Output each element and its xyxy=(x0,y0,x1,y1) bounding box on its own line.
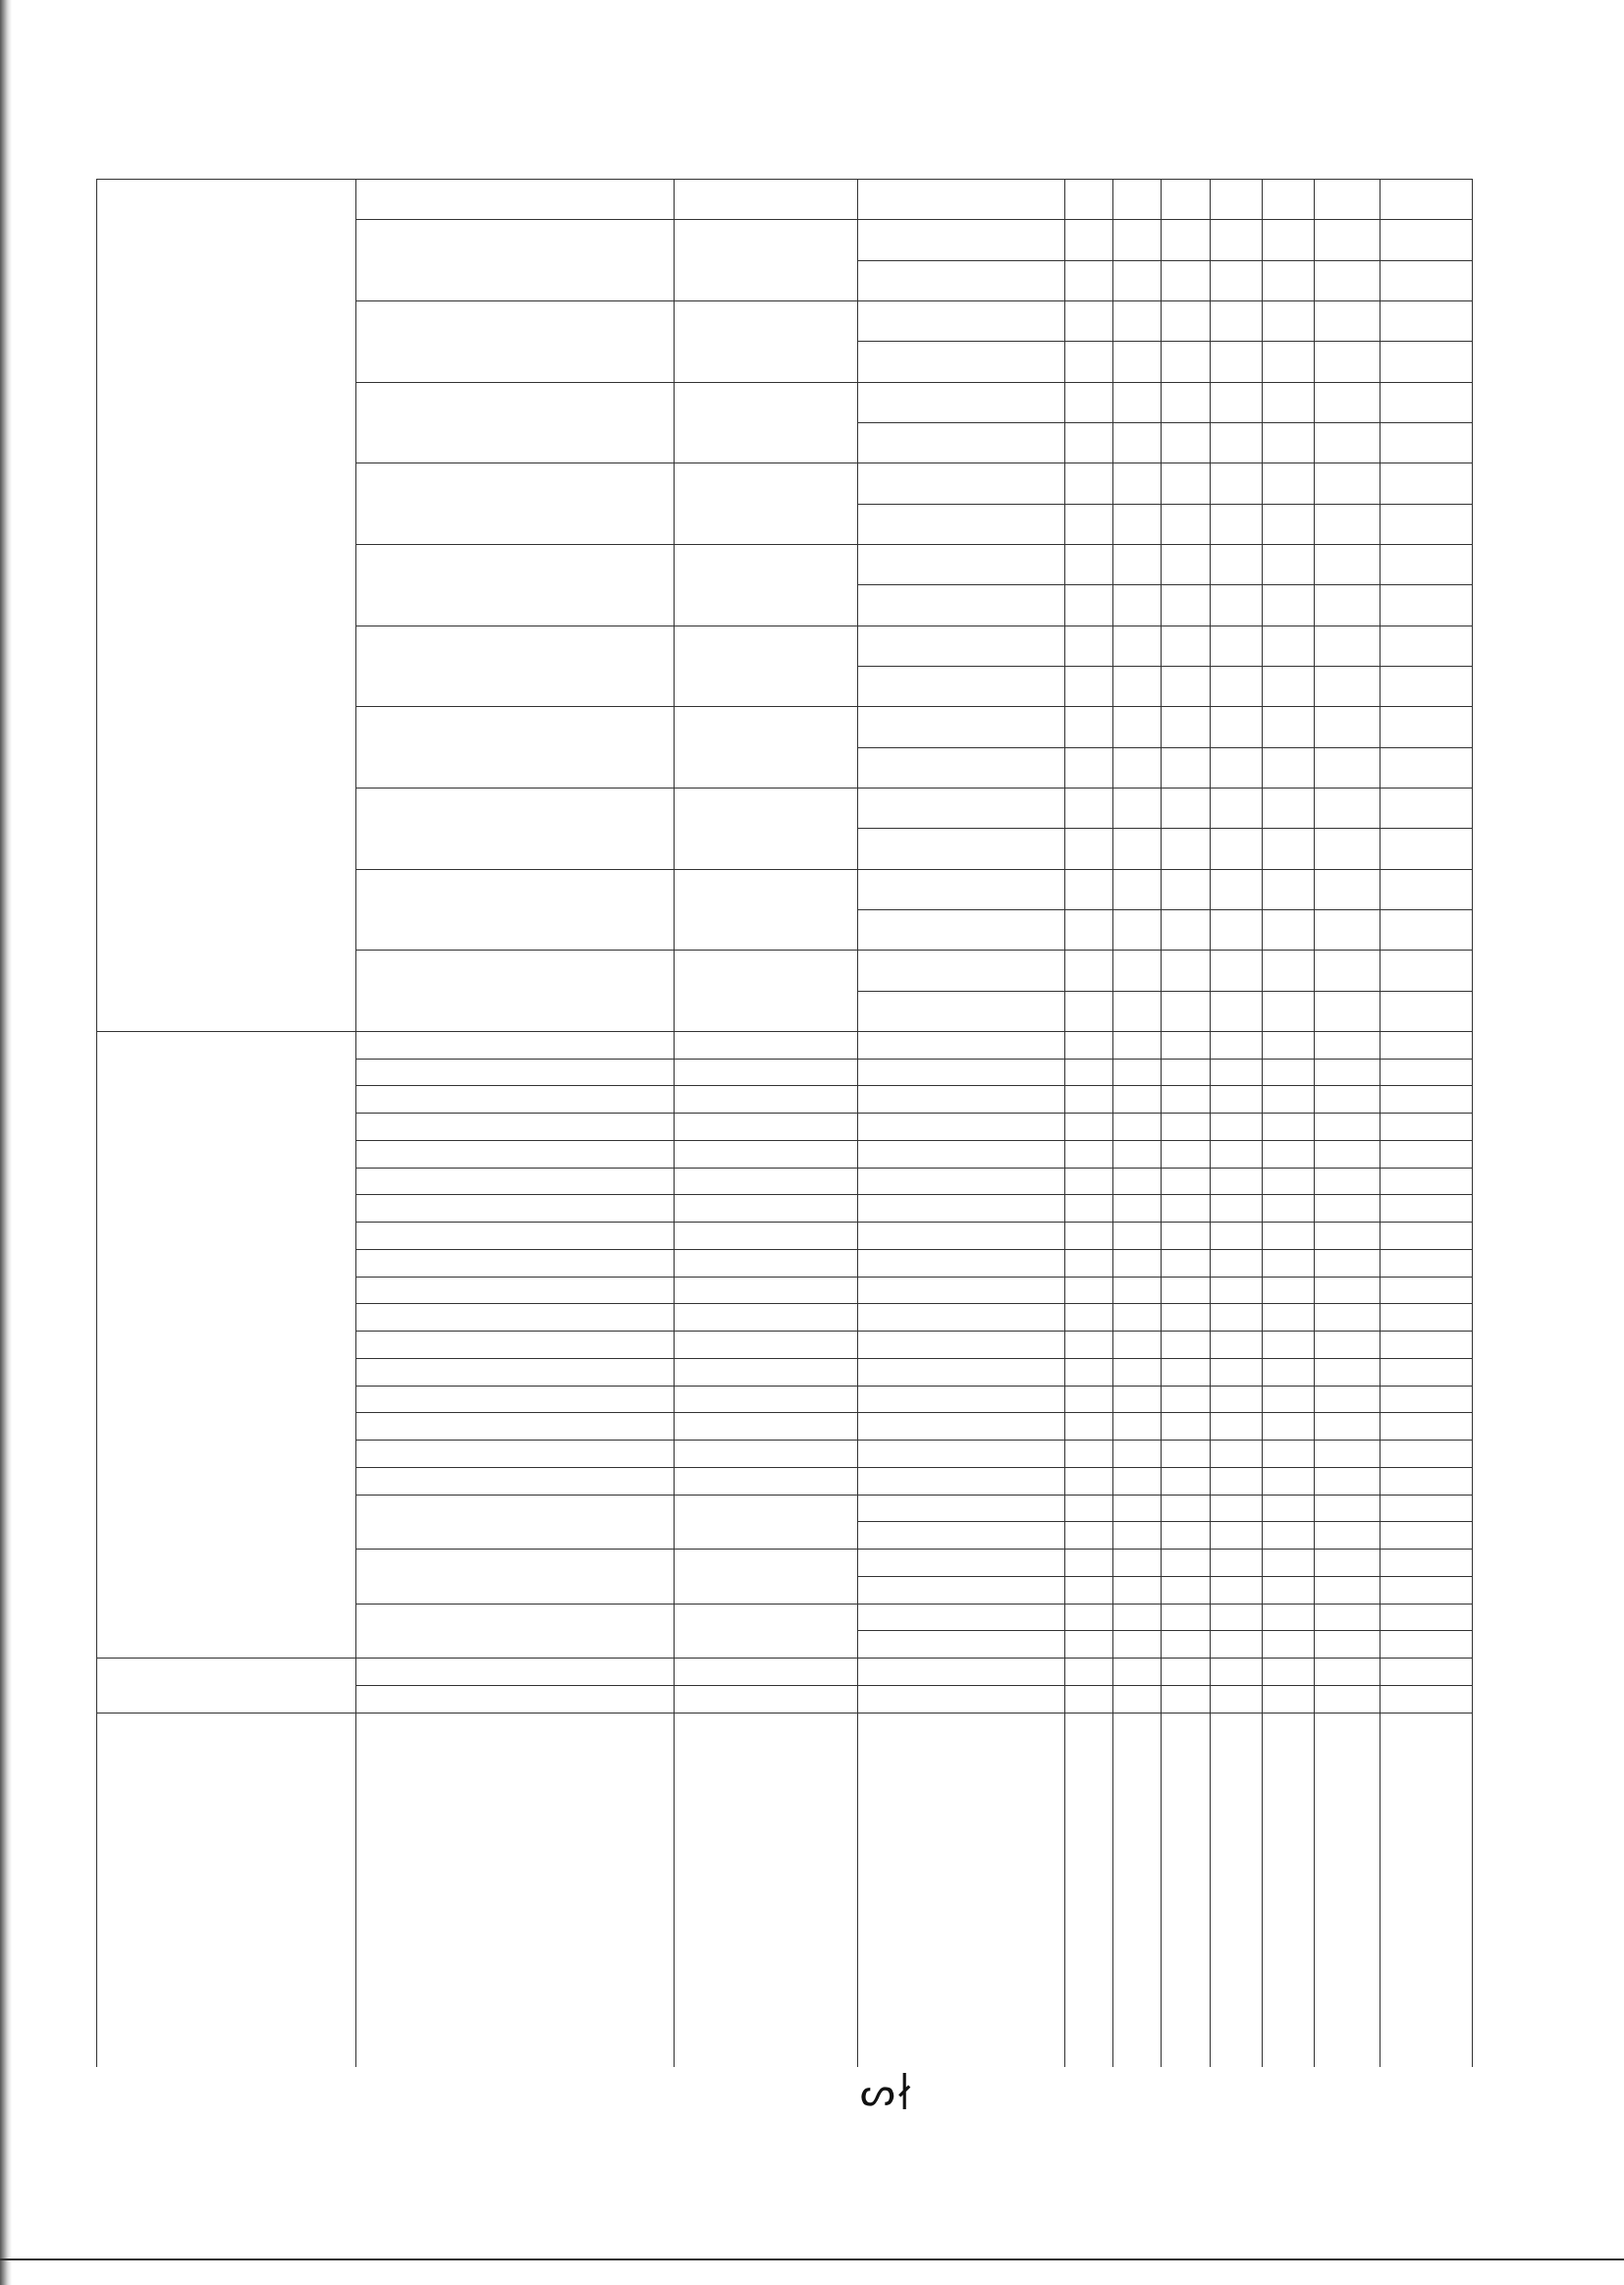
row-line xyxy=(857,1440,1472,1441)
row-line xyxy=(857,1713,1472,1714)
school-line xyxy=(355,300,857,301)
table-column-line xyxy=(96,179,97,2067)
row-line xyxy=(857,828,1472,829)
school-line xyxy=(355,706,857,707)
school-line xyxy=(355,382,857,383)
row-line xyxy=(857,1140,1472,1141)
row-line xyxy=(857,544,1472,545)
school-line xyxy=(355,1386,857,1387)
row-line xyxy=(857,869,1472,870)
row-line xyxy=(857,1249,1472,1250)
school-line xyxy=(355,950,857,951)
row-line xyxy=(857,1604,1472,1605)
row-line xyxy=(857,422,1472,423)
row-line xyxy=(857,666,1472,667)
row-line xyxy=(857,300,1472,301)
school-line xyxy=(355,462,857,463)
row-line xyxy=(857,1521,1472,1522)
row-line xyxy=(857,1113,1472,1114)
school-line xyxy=(355,1031,857,1032)
table-top-line xyxy=(96,179,1472,180)
school-line xyxy=(355,219,857,220)
row-line xyxy=(857,260,1472,261)
row-line xyxy=(857,382,1472,383)
row-line xyxy=(857,341,1472,342)
school-line xyxy=(355,544,857,545)
school-line xyxy=(355,1358,857,1359)
row-line xyxy=(857,1685,1472,1686)
school-line xyxy=(355,1168,857,1169)
row-line xyxy=(857,1194,1472,1195)
row-line xyxy=(857,909,1472,910)
row-line xyxy=(857,1495,1472,1496)
table-column-line xyxy=(1472,179,1473,2067)
page-bottom-edge xyxy=(0,2258,1624,2260)
row-line xyxy=(857,1549,1472,1550)
school-line xyxy=(355,1085,857,1086)
row-line xyxy=(857,1386,1472,1387)
school-line xyxy=(355,1222,857,1223)
row-line xyxy=(857,1031,1472,1032)
school-line xyxy=(355,1658,857,1659)
school-line xyxy=(355,1412,857,1413)
district-line xyxy=(96,1031,355,1032)
row-line xyxy=(857,219,1472,220)
school-line xyxy=(355,1685,857,1686)
row-line xyxy=(857,991,1472,992)
row-line xyxy=(857,1467,1472,1468)
row-line xyxy=(857,1168,1472,1169)
row-line xyxy=(857,1303,1472,1304)
row-line xyxy=(857,706,1472,707)
row-line xyxy=(857,1576,1472,1577)
row-line xyxy=(857,1059,1472,1060)
school-line xyxy=(355,1303,857,1304)
school-line xyxy=(355,1495,857,1496)
school-line xyxy=(355,1194,857,1195)
initials-mark: ᔕ∤ xyxy=(860,2070,914,2115)
row-line xyxy=(857,1412,1472,1413)
school-line xyxy=(355,1713,857,1714)
row-line xyxy=(857,504,1472,505)
row-line xyxy=(857,1630,1472,1631)
school-line xyxy=(355,1140,857,1141)
row-line xyxy=(857,462,1472,463)
school-line xyxy=(355,1059,857,1060)
school-line xyxy=(355,1440,857,1441)
row-line xyxy=(857,950,1472,951)
district-line xyxy=(96,1658,355,1659)
school-line xyxy=(355,869,857,870)
row-line xyxy=(857,584,1472,585)
school-line xyxy=(355,1549,857,1550)
row-line xyxy=(857,1358,1472,1359)
school-line xyxy=(355,1467,857,1468)
row-line xyxy=(857,788,1472,789)
school-line xyxy=(355,1249,857,1250)
school-line xyxy=(355,1113,857,1114)
school-line xyxy=(355,788,857,789)
row-line xyxy=(857,1277,1472,1278)
row-line xyxy=(857,1331,1472,1332)
scan-edge xyxy=(0,0,12,2285)
row-line xyxy=(857,1085,1472,1086)
school-line xyxy=(355,1604,857,1605)
row-line xyxy=(857,747,1472,748)
school-line xyxy=(355,1331,857,1332)
row-line xyxy=(857,1222,1472,1223)
row-line xyxy=(857,1658,1472,1659)
school-line xyxy=(355,1277,857,1278)
district-line xyxy=(96,1713,355,1714)
